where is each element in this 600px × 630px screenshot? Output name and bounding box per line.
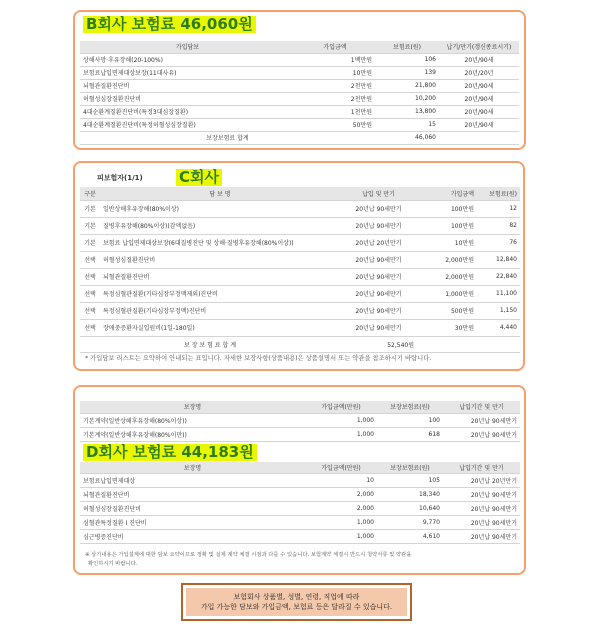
d-basic-row	[80, 413, 520, 427]
c-table-row	[80, 200, 520, 217]
d-basic-row-cell: 618	[377, 427, 443, 441]
d-basic-table	[80, 401, 520, 442]
b-col-term: 납기/만기(갱신종료시기)	[439, 41, 519, 53]
d-table-row-cell: 20년납 90세만기	[443, 515, 520, 529]
b-table-row-cell: 20년/90세	[439, 79, 519, 92]
d-company-panel	[73, 385, 526, 575]
c-table-row-cell: 20년납 90세만기	[340, 268, 417, 285]
d-table-row-cell: 9,770	[377, 515, 443, 529]
c-col-amount: 가입금액	[417, 187, 477, 200]
b-col-amount: 가입금액	[295, 41, 375, 53]
b-table-row	[80, 66, 519, 79]
c-table-row-cell: 22,840	[477, 268, 520, 285]
c-company-panel	[73, 161, 525, 371]
c-col-premium: 보험료(원)	[477, 187, 520, 200]
c-table-row-cell: 일반상해후유장해(80%이상)	[100, 200, 340, 217]
c-table-row-cell: 선택	[80, 302, 100, 319]
c-table-row-cell: 질병후유장해(80%이상)(감액없음)	[100, 217, 340, 234]
d-table-row-cell: 20년납 90세만기	[443, 501, 520, 515]
d-col-coverage-2: 보장명	[80, 462, 305, 473]
b-table-row-cell: 10만원	[295, 66, 375, 79]
b-company-title: B회사 보험료 46,060원	[83, 16, 256, 33]
c-table-row-cell: 선택	[80, 251, 100, 268]
b-table-row-cell: 보험료납입면제대상보장(11대사유)	[80, 66, 295, 79]
d-table-row-cell: 1,000	[305, 529, 377, 543]
d-basic-row-cell: 100	[377, 413, 443, 427]
d-col-term: 납입기간 및 만기	[443, 401, 520, 413]
d-table-row-cell: 105	[377, 473, 443, 487]
d-table-row-cell: 1,000	[305, 515, 377, 529]
c-table-row-cell: 기본	[80, 200, 100, 217]
d-table-row	[80, 501, 520, 515]
b-table-row-cell: 뇌혈관질환진단비	[80, 79, 295, 92]
d-table-row	[80, 515, 520, 529]
c-table-row	[80, 319, 520, 336]
c-table-row-cell: 20년납 90세만기	[340, 319, 417, 336]
c-table-row-cell: 1,150	[477, 302, 520, 319]
d-basic-row-cell: 1,000	[305, 427, 377, 441]
c-table-row-cell: 100만원	[417, 217, 477, 234]
d-col-amount: 가입금액(만원)	[305, 401, 377, 413]
c-table-row	[80, 251, 520, 268]
d-basic-row-cell: 20년납 90세만기	[443, 427, 520, 441]
b-table-row	[80, 53, 519, 66]
c-table-row-cell: 2,000만원	[417, 251, 477, 268]
c-table-row-cell: 특정심혈관질환(기타심장부정맥)진단비	[100, 302, 340, 319]
d-table-row-cell: 20년납 20년만기	[443, 473, 520, 487]
c-table-row-cell: 2,000만원	[417, 268, 477, 285]
c-table-row-cell: 20년납 90세만기	[340, 200, 417, 217]
d-table-row-cell: 10	[305, 473, 377, 487]
c-table-row-cell: 선택	[80, 285, 100, 302]
b-table-row-cell: 1천만원	[295, 105, 375, 118]
b-table-row-cell: 2천만원	[295, 79, 375, 92]
c-table-row-cell: 특정심혈관질환(기타심장부정맥제외)진단비	[100, 285, 340, 302]
c-table-row-cell: 10만원	[417, 234, 477, 251]
d-col-amount-2: 가입금액(만원)	[305, 462, 377, 473]
c-table-row-cell: 선택	[80, 268, 100, 285]
c-table-row-cell: 4,440	[477, 319, 520, 336]
b-company-panel	[73, 10, 526, 150]
c-table-row-cell: 20년납 90세만기	[340, 217, 417, 234]
d-basic-row-cell: 기본계약(일반상해후유장해(80%이만))	[80, 427, 305, 441]
c-col-type: 구분	[80, 187, 100, 200]
c-col-term: 납입 및 만기	[340, 187, 417, 200]
d-basic-row-cell: 20년납 90세만기	[443, 413, 520, 427]
d-table-row-cell: 보험료납입면제대상	[80, 473, 305, 487]
b-table-row	[80, 79, 519, 92]
b-table-row-cell: 20년/90세	[439, 92, 519, 105]
d-col-premium: 보장보험료(원)	[377, 401, 443, 413]
d-table-row-cell: 10,640	[377, 501, 443, 515]
d-table-row-cell: 18,340	[377, 487, 443, 501]
c-table-row-cell: 82	[477, 217, 520, 234]
b-total-row	[80, 131, 519, 144]
b-coverage-table	[80, 41, 519, 145]
d-footnote-1: ※ 상기내용은 가입설계에 대한 담보 요약이므로 정확 및 실제 계약 체결 시점과 다를 수 있습니다. 보험계약 체결시 반드시 청약서류 및 약관을	[85, 552, 412, 558]
b-table-row-cell: 21,800	[375, 79, 439, 92]
d-col-coverage: 보장명	[80, 401, 305, 413]
d-table-row-cell: 뇌혈관질환진단비	[80, 487, 305, 501]
c-col-coverage: 담 보 명	[100, 187, 340, 200]
c-table-row-cell: 500만원	[417, 302, 477, 319]
c-table-row-cell: 30만원	[417, 319, 477, 336]
b-table-row-cell: 20년/90세	[439, 105, 519, 118]
b-table-row	[80, 105, 519, 118]
b-table-row-cell: 4대순환계질환진단비(특정허혈성심장질환)	[80, 118, 295, 131]
b-table-row-cell: 20년/90세	[439, 118, 519, 131]
d-coverage-table	[80, 462, 520, 544]
d-table-row-cell: 2,000	[305, 487, 377, 501]
d-basic-row-cell: 1,000	[305, 413, 377, 427]
b-table-row-cell: 139	[375, 66, 439, 79]
d-table-row-cell: 20년납 90세만기	[443, 529, 520, 543]
c-table-row-cell: 20년납 90세만기	[340, 302, 417, 319]
c-table-row-cell: 장애중증환자실입원비(1일-180일)	[100, 319, 340, 336]
c-table-row-cell: 76	[477, 234, 520, 251]
c-table-row-cell: 선택	[80, 319, 100, 336]
b-table-row-cell: 4대순환계질환진단비(특정3대심장질환)	[80, 105, 295, 118]
c-total-row-label: 보 장 보 험 료 합 계	[80, 336, 340, 352]
disclaimer-box	[181, 583, 412, 621]
b-total-row-value: 46,060	[375, 131, 439, 144]
c-table-row	[80, 234, 520, 251]
c-table-row-cell: 뇌혈관질환진단비	[100, 268, 340, 285]
c-total-row-value: 52,540원	[340, 336, 417, 352]
disclaimer-line-1: 보험회사 상품별, 성별, 연령, 직업에 따라	[233, 593, 360, 601]
d-footnote-2: 확인하시기 바랍니다.	[88, 561, 138, 567]
d-table-row	[80, 487, 520, 501]
d-col-term-2: 납입기간 및 만기	[443, 462, 520, 473]
b-table-row-cell: 1백만원	[295, 53, 375, 66]
c-table-row	[80, 285, 520, 302]
d-table-row-cell: 4,610	[377, 529, 443, 543]
c-table-row	[80, 217, 520, 234]
c-table-row	[80, 302, 520, 319]
d-table-row-cell: 20년납 90세만기	[443, 487, 520, 501]
c-table-row-cell: 기본	[80, 217, 100, 234]
c-table-row-cell: 허혈성심질환진단비	[100, 251, 340, 268]
b-col-coverage: 가입담보	[80, 41, 295, 53]
c-total-row	[80, 336, 520, 352]
b-table-row-cell: 2천만원	[295, 92, 375, 105]
d-table-row	[80, 529, 520, 543]
d-table-row-cell: 심혈관특정질환 I 진단비	[80, 515, 305, 529]
c-insured-label: 피보험자(1/1)	[97, 174, 143, 182]
c-table-row-cell: 20년납 20년만기	[340, 234, 417, 251]
b-table-row-cell: 상해사망·후유장해(20-100%)	[80, 53, 295, 66]
d-basic-row	[80, 427, 520, 441]
b-col-premium: 보험료(원)	[375, 41, 439, 53]
d-table-row-cell: 심근병증진단비	[80, 529, 305, 543]
b-table-row	[80, 92, 519, 105]
c-table-row-cell: 1,000만원	[417, 285, 477, 302]
c-table-row-cell: 기본	[80, 234, 100, 251]
b-total-row-label: 보장보험료 합계	[80, 131, 375, 144]
d-company-title: D회사 보험료 44,183원	[83, 444, 257, 461]
d-table-row	[80, 473, 520, 487]
c-table-row-cell: 100만원	[417, 200, 477, 217]
b-table-row-cell: 106	[375, 53, 439, 66]
c-footnote: * 가입담보 리스트는 요약하여 안내되는 표입니다. 자세한 보장사항(상품내용)은 상품설명서 또는 약관을 참조하시기 바랍니다.	[85, 355, 432, 362]
b-table-row-cell: 50만원	[295, 118, 375, 131]
b-table-row-cell: 20년/90세	[439, 53, 519, 66]
c-table-row	[80, 268, 520, 285]
disclaimer-line-2: 가입 가능한 담보와 가입금액, 보험료 등은 달라질 수 있습니다.	[200, 603, 393, 611]
b-table-row-cell: 20년/20년	[439, 66, 519, 79]
c-table-row-cell: 보험료 납입면제대상보장(6대질병진단 및 상해·질병후유장해(80%이상))	[100, 234, 340, 251]
d-col-premium-2: 보장보험료(원)	[377, 462, 443, 473]
c-company-title: C회사	[176, 169, 222, 186]
c-table-row-cell: 20년납 90세만기	[340, 285, 417, 302]
d-basic-row-cell: 기본계약(일반상해후유장해(80%이상))	[80, 413, 305, 427]
b-table-row-cell: 15	[375, 118, 439, 131]
c-coverage-table	[80, 187, 520, 353]
b-table-row-cell: 10,200	[375, 92, 439, 105]
c-table-row-cell: 20년납 90세만기	[340, 251, 417, 268]
b-table-row	[80, 118, 519, 131]
b-table-row-cell: 허혈성심장질환진단비	[80, 92, 295, 105]
d-table-row-cell: 허혈성심장질환진단비	[80, 501, 305, 515]
b-table-row-cell: 13,800	[375, 105, 439, 118]
d-table-row-cell: 2,000	[305, 501, 377, 515]
c-table-row-cell: 12,840	[477, 251, 520, 268]
c-table-row-cell: 11,100	[477, 285, 520, 302]
c-table-row-cell: 12	[477, 200, 520, 217]
